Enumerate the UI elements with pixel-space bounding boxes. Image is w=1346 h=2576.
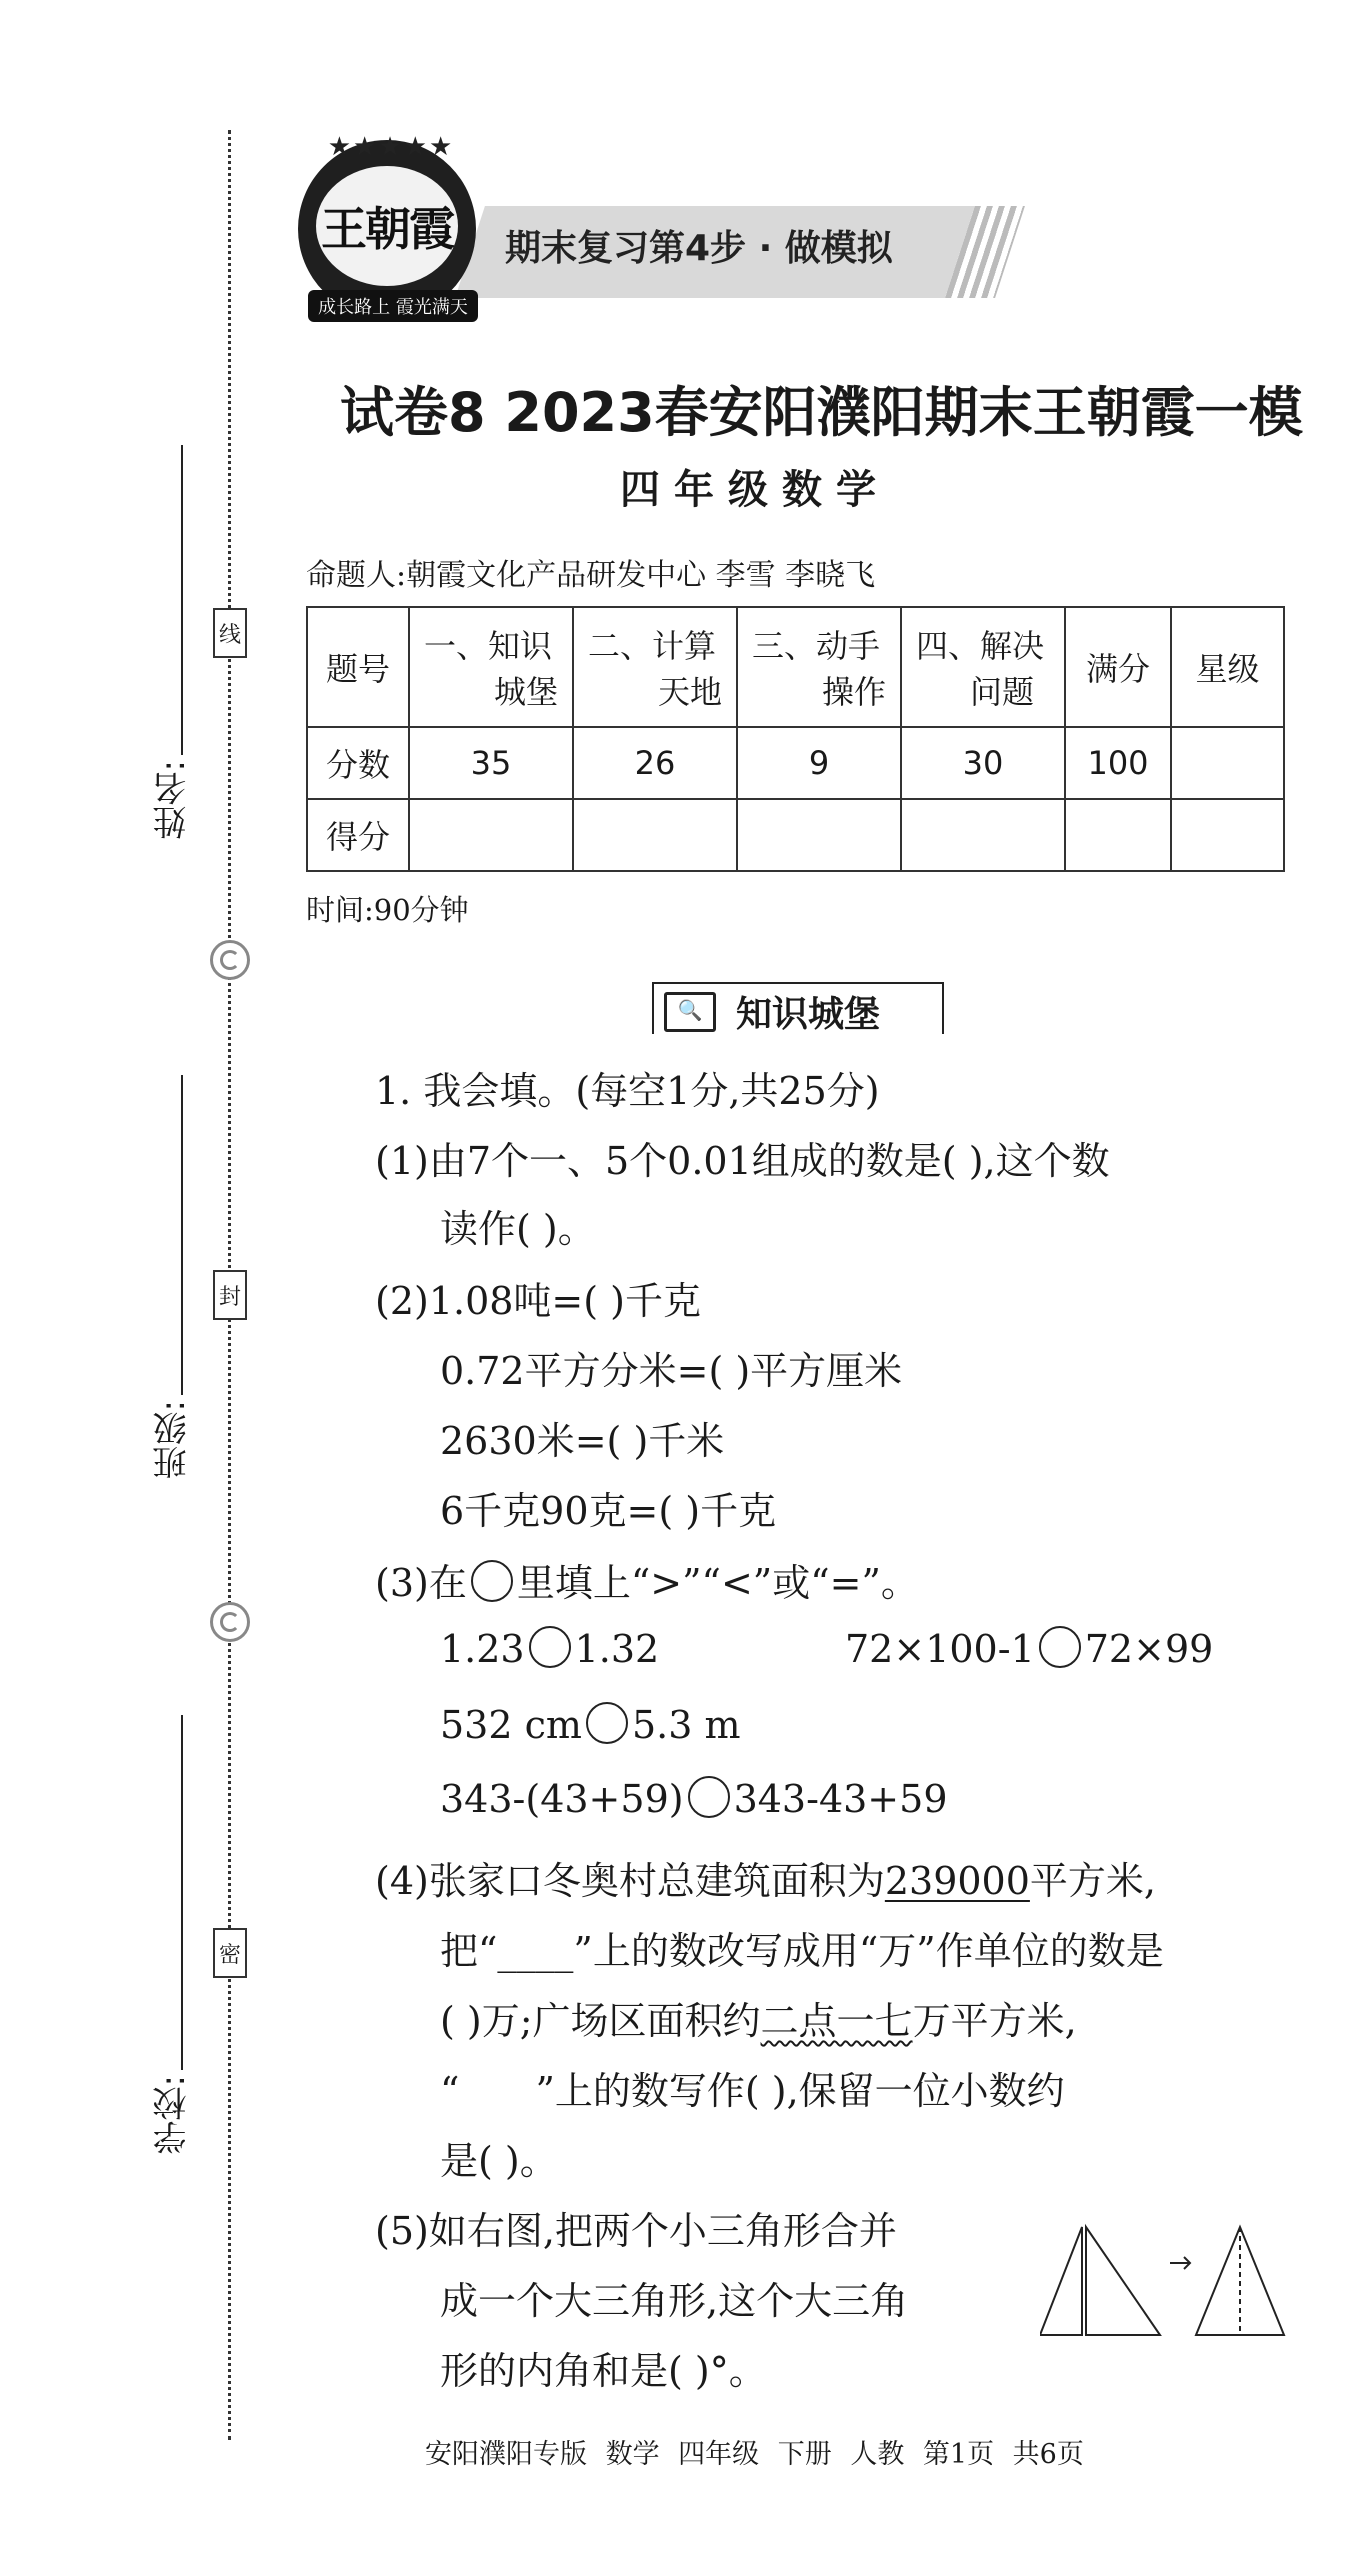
score-table [306,606,1285,872]
swirl-ornament [210,1602,250,1642]
q1-4-a-pre: (4)张家口冬奥村总建筑面积为 [375,1859,885,1903]
q1-4-line-a [375,1850,1156,1905]
q1-5-line-b: 成一个大三角形,这个大三角 [440,2279,909,2323]
small-triangle-right [1086,2227,1160,2335]
compare-left: 343-(43+59) [440,1777,684,1821]
logo-stars-icon: ★★★★★ [327,132,455,162]
q1-4-c-pre: ( )万;广场区面积约 [440,1999,761,2043]
got-score-row [307,799,1284,871]
triangle-diagram [1040,2215,1290,2345]
time-limit: 时间:90分钟 [306,893,469,927]
page-footer: 安阳濮阳专版 数学 四年级 下册 人教 第1页 共6页 [425,2439,1084,2470]
school-label: 学校: [153,2075,193,2155]
seal-seal-char: 封 [213,1270,247,1320]
header-cell: 一、知识 城堡 [409,607,573,727]
section-header [652,982,944,1034]
header-cell: 三、动手 操作 [737,607,901,727]
score-header-row [307,607,1284,727]
score-cell [1171,727,1284,799]
header-cell: 满分 [1065,607,1171,727]
q1-3-intro-a: (3)在 [375,1561,467,1605]
q1-2-line-a: (2)1.08吨=( )千克 [375,1279,702,1323]
big-triangle [1196,2227,1284,2335]
q1-4-line-b: 把“____”上的数改写成用“万”作单位的数是 [440,1929,1164,1973]
q1-4-a-post: 平方米, [1029,1859,1156,1903]
logo-text: 王朝霞 [321,202,453,256]
score-cell: 9 [737,727,901,799]
got-cell [573,799,737,871]
q1-4-c-post: 万平方米, [912,1999,1077,2043]
q1-2-line-d: 6千克90克=( )千克 [440,1489,777,1533]
got-cell [409,799,573,871]
compare-right: 5.3 m [631,1703,741,1747]
score-cell: 35 [409,727,573,799]
swirl-ornament [210,940,250,980]
wavy-underlined-number: 二点一七 [760,1999,913,2043]
q1-3-item-a [440,1626,659,1671]
q1-4-d-post: ”上的数写作( ),保留一位小数约 [535,2069,1065,2113]
exam-subtitle: 四年级数学 [620,467,890,513]
small-triangle-left [1040,2227,1082,2335]
score-cell: 26 [573,727,737,799]
q1-3-item-d [440,1776,948,1821]
q1-3-intro [375,1552,919,1607]
compare-circle[interactable] [529,1626,571,1668]
brand-logo [298,132,476,318]
got-cell: 得分 [307,799,409,871]
q1-1-line-a: (1)由7个一、5个0.01组成的数是( ),这个数 [375,1139,1110,1183]
class-line [181,1075,183,1395]
compare-circle[interactable] [586,1702,628,1744]
underlined-number: 239000 [884,1859,1030,1903]
arrow-icon [1170,2257,1190,2269]
class-label: 班级: [153,1400,193,1480]
compare-circle[interactable] [688,1776,730,1818]
seal-secret-char: 密 [213,1928,247,1978]
header-cell: 星级 [1171,607,1284,727]
compare-right: 343-43+59 [733,1777,948,1821]
q1-3-item-b [845,1626,1213,1671]
name-line [181,445,183,755]
q1-2-line-c: 2630米=( )千米 [440,1419,725,1463]
q1-5-line-a: (5)如右图,把两个小三角形合并 [375,2209,897,2253]
score-row [307,727,1284,799]
score-cell: 100 [1065,727,1171,799]
compare-left: 72×100-1 [845,1627,1035,1671]
compare-left: 1.23 [440,1627,525,1671]
wavy-blank [459,2069,535,2113]
got-cell [1065,799,1171,871]
q1-4-line-c [440,1990,1077,2045]
q1-1-line-b: 读作( )。 [440,1207,596,1251]
q1-4-line-e: 是( )。 [440,2139,558,2183]
name-label: 姓名: [153,760,193,840]
compare-left: 532 cm [440,1703,582,1747]
authors-line: 命题人:朝霞文化产品研发中心 李雪 李晓飞 [306,558,876,593]
got-cell [901,799,1065,871]
compare-circle[interactable] [471,1560,513,1602]
compare-right: 1.32 [574,1627,660,1671]
banner-text: 期末复习第4步 · 做模拟 [505,228,893,269]
header-cell: 题号 [307,607,409,727]
score-cell: 30 [901,727,1065,799]
q1-2-line-b: 0.72平方分米=( )平方厘米 [440,1349,903,1393]
q1-title: 1. 我会填。(每空1分,共25分) [375,1069,880,1113]
small-triangles [1040,2227,1160,2335]
seal-line-char: 线 [213,608,247,658]
compare-circle[interactable] [1039,1626,1081,1668]
compare-right: 72×99 [1084,1627,1214,1671]
q1-3-intro-b: 里填上“>”“<”或“=”。 [516,1561,919,1605]
q1-3-item-c [440,1702,740,1747]
q1-5-line-c: 形的内角和是( )°。 [440,2349,767,2393]
got-cell [1171,799,1284,871]
logo-band: 成长路上 霞光满天 [308,290,478,322]
q1-4-line-d [440,2060,1065,2115]
header-cell: 四、解决 问题 [901,607,1065,727]
q1-4-d-pre: “ [440,2069,460,2113]
section-title: 知识城堡 [736,994,881,1035]
exam-title: 试卷8 2023春安阳濮阳期末王朝霞一模 [340,381,1303,444]
header-cell: 二、计算 天地 [573,607,737,727]
got-cell [737,799,901,871]
school-line [181,1715,183,2070]
logo-inner [316,166,458,286]
magnifier-book-icon: 🔍 [664,992,716,1032]
score-cell: 分数 [307,727,409,799]
